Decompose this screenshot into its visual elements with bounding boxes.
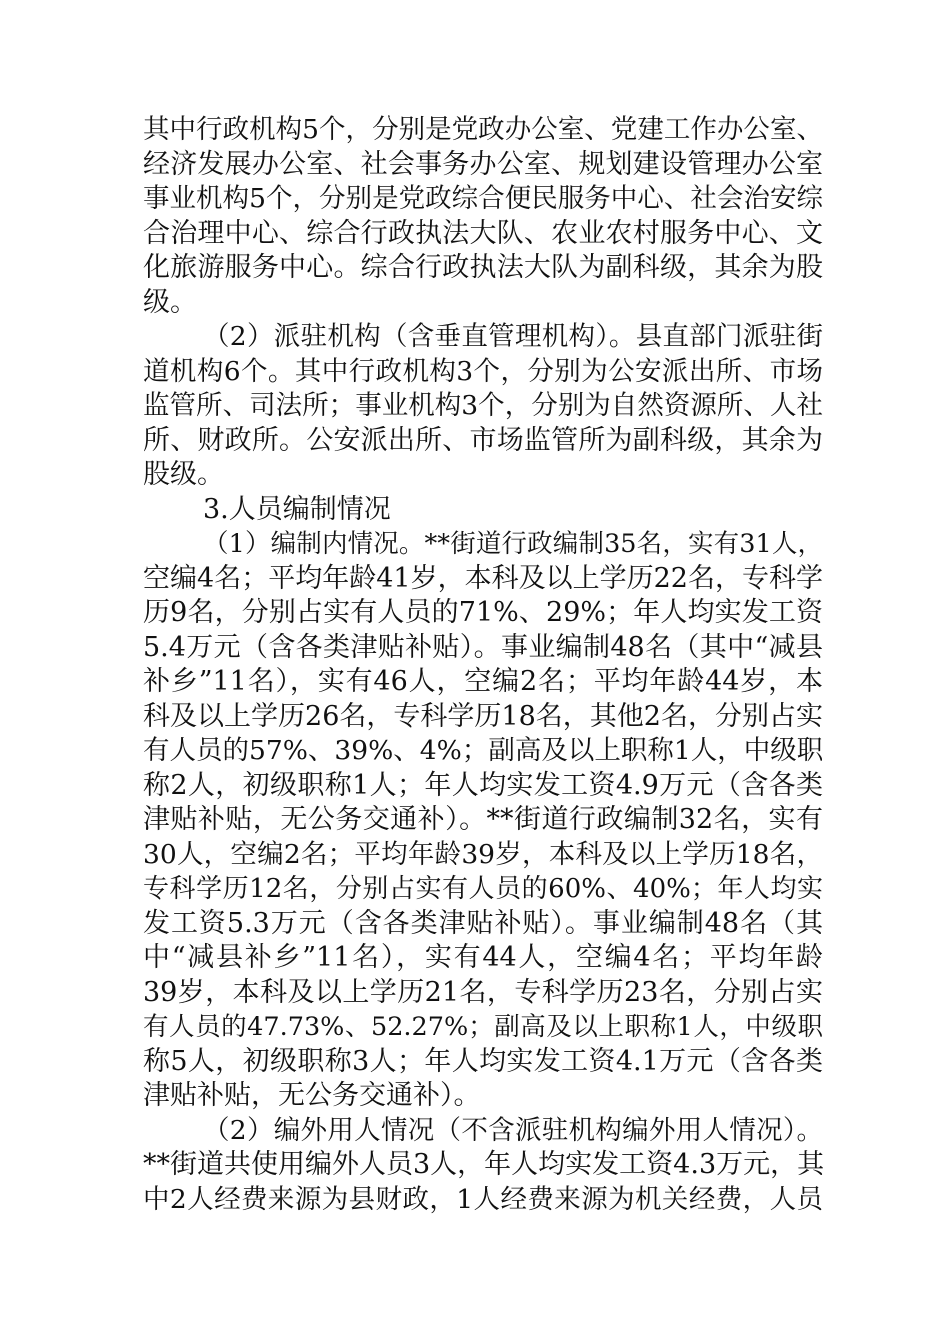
text-line: 补乡”11名），实有46人，空编2名；平均年龄44岁，本 bbox=[143, 666, 823, 697]
text-line: 道机构6个。其中行政机构3个，分别为公安派出所、市场 bbox=[143, 355, 823, 387]
text-line: 称2人，初级职称1人；年人均实发工资4.9万元（含各类 bbox=[143, 769, 823, 801]
text-line: 39岁，本科及以上学历21名，专科学历23名，分别占实 bbox=[143, 976, 823, 1008]
text-line: （1）编制内情况。**街道行政编制35名，实有31人， bbox=[203, 529, 823, 559]
text-line: 3.人员编制情况 bbox=[203, 493, 391, 525]
text-line: 津贴补贴，无公务交通补）。**街道行政编制32名，实有 bbox=[143, 804, 823, 835]
text-line: 专科学历12名，分别占实有人员的60%、40%；年人均实 bbox=[143, 874, 823, 904]
text-line: （2）派驻机构（含垂直管理机构）。县直部门派驻街 bbox=[203, 321, 823, 352]
text-line: 空编4名；平均年龄41岁，本科及以上学历22名，专科学 bbox=[143, 562, 823, 594]
document-body bbox=[143, 113, 823, 1217]
text-line: 经济发展办公室、社会事务办公室、规划建设管理办公室 bbox=[143, 148, 823, 180]
text-line: 30人，空编2名；平均年龄39岁，本科及以上学历18名， bbox=[143, 838, 823, 870]
text-line: 化旅游服务中心。综合行政执法大队为副科级，其余为股 bbox=[143, 252, 823, 283]
text-line: 科及以上学历26名，专科学历18名，其他2名，分别占实 bbox=[143, 700, 823, 732]
text-line: （2）编外用人情况（不含派驻机构编外用人情况）。 bbox=[203, 1114, 823, 1146]
text-line: 有人员的47.73%、52.27%；副高及以上职称1人，中级职 bbox=[143, 1012, 823, 1042]
text-line: 历9名，分别占实有人员的71%、29%；年人均实发工资 bbox=[143, 597, 823, 628]
text-line: 中2人经费来源为县财政，1人经费来源为机关经费，人员 bbox=[143, 1183, 823, 1215]
text-line: 发工资5.3万元（含各类津贴补贴）。事业编制48名（其 bbox=[143, 907, 823, 939]
text-line: 津贴补贴，无公务交通补）。 bbox=[143, 1080, 481, 1111]
text-line: 股级。 bbox=[143, 459, 224, 490]
text-line: 合治理中心、综合行政执法大队、农业农村服务中心、文 bbox=[143, 217, 823, 249]
text-line: 称5人，初级职称3人；年人均实发工资4.1万元（含各类 bbox=[143, 1045, 823, 1077]
text-line: 级。 bbox=[143, 286, 197, 318]
text-line: 所、财政所。公安派出所、市场监管所为副科级，其余为 bbox=[143, 424, 823, 456]
text-line: 其中行政机构5个，分别是党政办公室、党建工作办公室、 bbox=[143, 114, 823, 145]
text-line: **街道共使用编外人员3人，年人均实发工资4.3万元，其 bbox=[143, 1149, 825, 1180]
text-line: 5.4万元（含各类津贴补贴）。事业编制48名（其中“减县 bbox=[143, 631, 823, 663]
text-line: 事业机构5个，分别是党政综合便民服务中心、社会治安综 bbox=[143, 183, 823, 214]
text-line: 监管所、司法所；事业机构3个，分别为自然资源所、人社 bbox=[143, 390, 823, 421]
text-line: 中“减县补乡”11名），实有44人，空编4名；平均年龄 bbox=[143, 942, 823, 973]
text-line: 有人员的57%、39%、4%；副高及以上职称1人，中级职 bbox=[143, 735, 824, 766]
